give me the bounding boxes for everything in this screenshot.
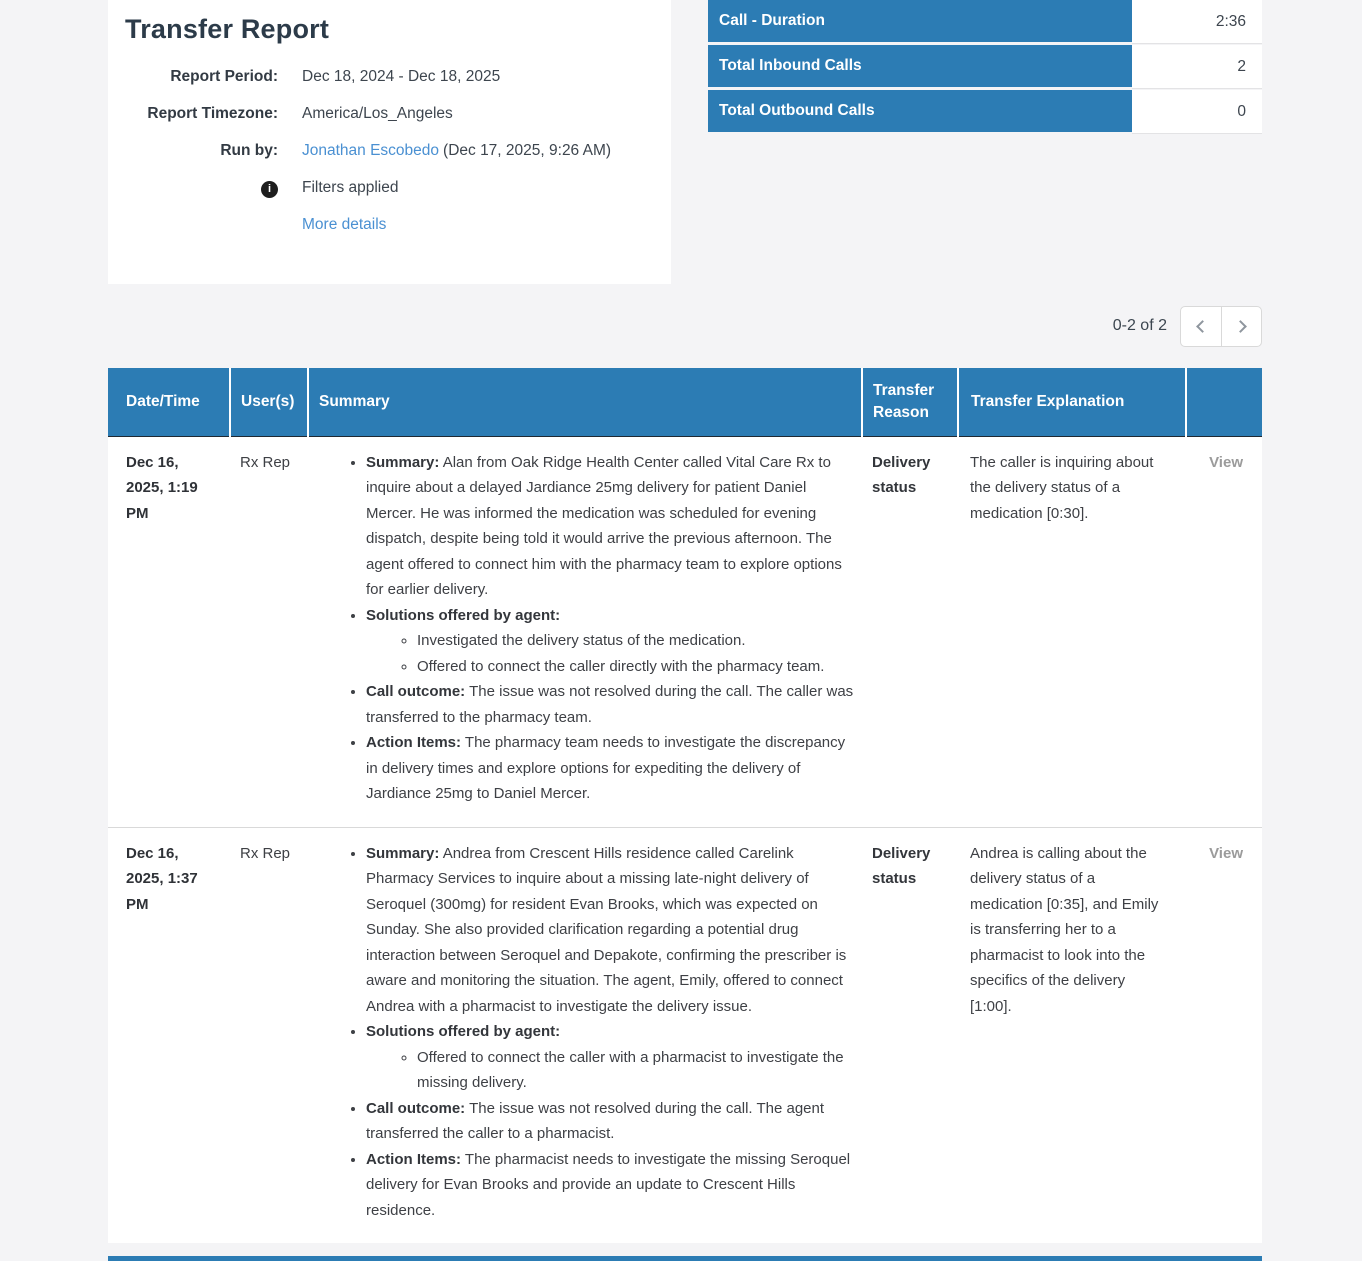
filters-applied-text: Filters applied bbox=[302, 179, 399, 196]
report-info-rows bbox=[125, 67, 671, 235]
stat-row-total-outbound bbox=[708, 90, 1262, 134]
report-period-value: Dec 18, 2024 - Dec 18, 2025 bbox=[302, 68, 501, 85]
filters-icon-cell bbox=[125, 178, 278, 198]
summary-sub-bullet: ◦ Offered to connect the caller with a pharmacist to investigate the missing delivery. bbox=[417, 1045, 854, 1096]
row-actions bbox=[1186, 436, 1262, 827]
stat-label: Total Outbound Calls bbox=[708, 90, 1132, 134]
summary-bullet: • Solutions offered by agent: ◦ Offered to connect the caller with a pharmacist to investigate the missing delivery. bbox=[366, 1019, 854, 1096]
summary-sub-bullet: ◦ Investigated the delivery status of the medication. bbox=[417, 628, 854, 654]
summary-sub-bullet: ◦ Offered to connect the caller directly with the pharmacy team. bbox=[417, 654, 854, 680]
row-transfer-reason: Delivery status bbox=[862, 436, 958, 827]
summary-bullet: • Summary: Andrea from Crescent Hills residence called Carelink Pharmacy Services to inquire about a missing late-night delivery of Seroquel (300mg) for resident Evan Brooks, which was expected on Sunday. She also provided clarification regarding a potential drug interaction between Seroquel and Depakote, confirming the prescriber is aware and monitoring the situation. The agent, Emily, offered to connect Andrea with a pharmacist to investigate the delivery issue. bbox=[366, 841, 854, 1020]
summary-bullet: • Call outcome: The issue was not resolved during the call. The caller was transferred to the pharmacy team. bbox=[366, 679, 854, 730]
stat-row-call-duration bbox=[708, 0, 1262, 44]
row-transfer-explanation: The caller is inquiring about the delivery status of a medication [0:30]. bbox=[958, 436, 1186, 827]
pagination-range-text: 0-2 of 2 bbox=[1112, 317, 1167, 334]
pagination-bar bbox=[108, 284, 1262, 368]
stat-row-total-inbound bbox=[708, 45, 1262, 89]
summary-bullet: • Solutions offered by agent: ◦ Investigated the delivery status of the medication. ◦ Offered to connect the caller directly with the pharmacy team. bbox=[366, 603, 854, 680]
stat-value: 0 bbox=[1132, 90, 1262, 134]
stat-value: 2:36 bbox=[1132, 0, 1262, 44]
call-stats-table bbox=[708, 0, 1262, 284]
run-by-row bbox=[125, 141, 671, 161]
row-users: Rx Rep bbox=[230, 827, 308, 1243]
stat-label: Call - Duration bbox=[708, 0, 1132, 44]
column-header-transfer-explanation: Transfer Explanation bbox=[958, 368, 1186, 436]
filters-row bbox=[125, 178, 671, 198]
column-header-datetime: Date/Time bbox=[108, 368, 230, 436]
summary-bullet: • Summary: Alan from Oak Ridge Health Center called Vital Care Rx to inquire about a delayed Jardiance 25mg delivery for patient Daniel Mercer. He was informed the medication was scheduled for evening dispatch, despite being told it would arrive the previous afternoon. The agent offered to connect him with the pharmacy team to explore options for earlier delivery. bbox=[366, 450, 854, 603]
column-header-transfer-reason: Transfer Reason bbox=[862, 368, 958, 436]
chevron-left-icon bbox=[1196, 320, 1209, 333]
info-icon[interactable]: i bbox=[261, 181, 278, 198]
run-by-value bbox=[302, 141, 611, 161]
row-transfer-reason: Delivery status bbox=[862, 827, 958, 1243]
summary-bullet: • Action Items: The pharmacist needs to investigate the missing Seroquel delivery for Evan Brooks and provide an update to Crescent Hills residence. bbox=[366, 1147, 854, 1224]
next-page-button[interactable] bbox=[1221, 307, 1261, 346]
pager-button-group bbox=[1180, 306, 1262, 347]
more-details-row bbox=[125, 215, 671, 235]
run-by-timestamp: (Dec 17, 2025, 9:26 AM) bbox=[443, 142, 612, 159]
view-link[interactable]: View bbox=[1209, 453, 1243, 471]
chevron-right-icon bbox=[1234, 320, 1247, 333]
transfer-table bbox=[108, 368, 1262, 1243]
stat-label: Total Inbound Calls bbox=[708, 45, 1132, 89]
report-timezone-row bbox=[125, 104, 671, 124]
top-section bbox=[108, 0, 1262, 284]
row-datetime: Dec 16, 2025, 1:37 PM bbox=[108, 827, 230, 1243]
row-transfer-explanation: Andrea is calling about the delivery status of a medication [0:35], and Emily is transferring her to a pharmacist to look into the specifics of the delivery [1:00]. bbox=[958, 827, 1186, 1243]
report-info-card bbox=[108, 0, 671, 284]
summary-bullet: • Call outcome: The issue was not resolved during the call. The agent transferred the caller to a pharmacist. bbox=[366, 1096, 854, 1147]
table-row bbox=[108, 827, 1262, 1243]
page-title: Transfer Report bbox=[125, 14, 330, 44]
column-header-actions bbox=[1186, 368, 1262, 436]
table-header-row bbox=[108, 368, 1262, 436]
prev-page-button[interactable] bbox=[1181, 307, 1221, 346]
report-timezone-label: Report Timezone: bbox=[147, 105, 278, 122]
column-header-summary: Summary bbox=[308, 368, 862, 436]
row-users: Rx Rep bbox=[230, 436, 308, 827]
row-summary bbox=[308, 436, 862, 827]
column-header-users: User(s) bbox=[230, 368, 308, 436]
summary-bullet: • Action Items: The pharmacy team needs to investigate the discrepancy in delivery times and explore options for expediting the delivery of Jardiance 25mg to Daniel Mercer. bbox=[366, 730, 854, 807]
report-period-label: Report Period: bbox=[170, 68, 278, 85]
report-timezone-value: America/Los_Angeles bbox=[302, 105, 453, 122]
view-link[interactable]: View bbox=[1209, 844, 1243, 862]
table-row bbox=[108, 436, 1262, 827]
next-table-header-cutoff-bar bbox=[108, 1256, 1262, 1261]
row-datetime: Dec 16, 2025, 1:19 PM bbox=[108, 436, 230, 827]
run-by-user-link[interactable]: Jonathan Escobedo bbox=[302, 142, 440, 159]
more-details-link[interactable]: More details bbox=[302, 216, 387, 233]
row-summary bbox=[308, 827, 862, 1243]
run-by-label: Run by: bbox=[220, 142, 278, 159]
row-actions bbox=[1186, 827, 1262, 1243]
stat-value: 2 bbox=[1132, 45, 1262, 89]
report-period-row bbox=[125, 67, 671, 87]
